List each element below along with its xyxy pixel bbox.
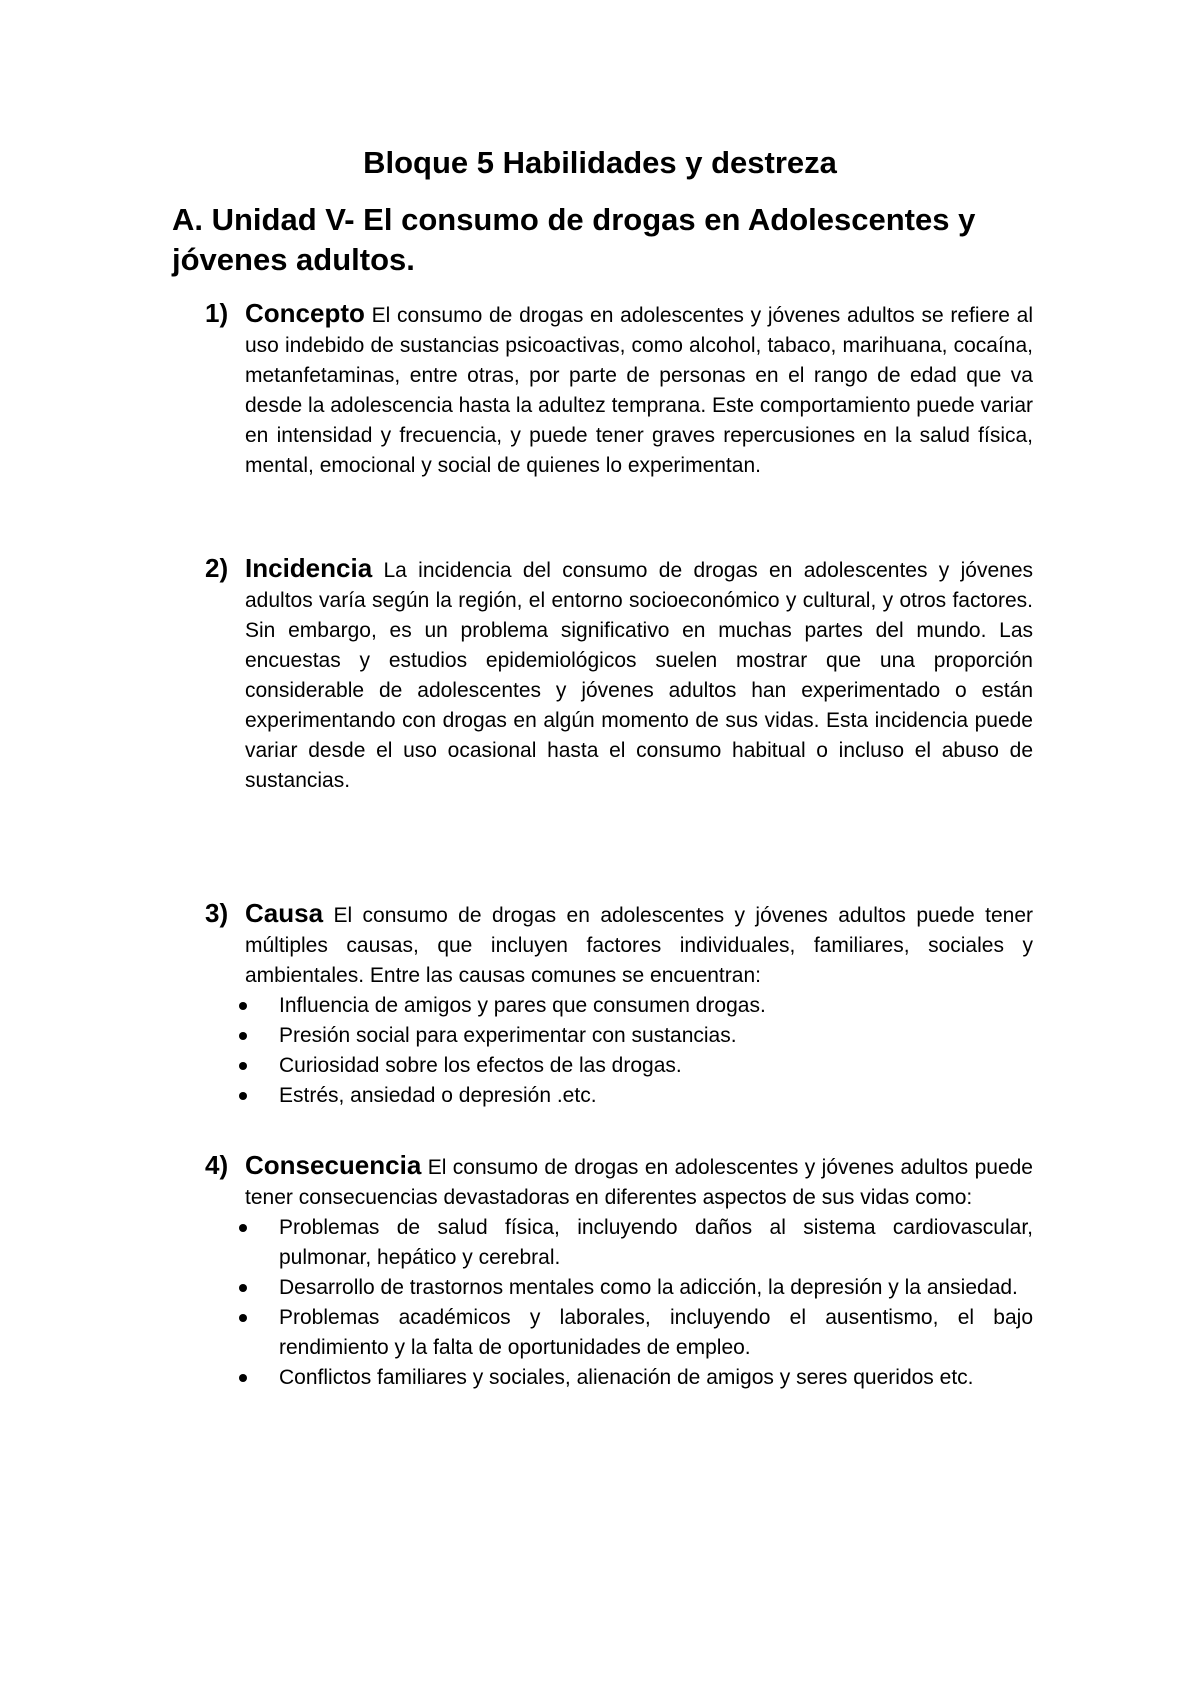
list-item-text: Desarrollo de trastornos mentales como la adicción, la depresión y la ansiedad.: [279, 1276, 1018, 1299]
section-term: Consecuencia: [245, 1150, 422, 1180]
section-term: Incidencia: [245, 553, 373, 583]
unit-heading: A. Unidad V- El consumo de drogas en Adolescentes y jóvenes adultos.: [172, 202, 976, 277]
section-consecuencia: [205, 1150, 1033, 1393]
section-term: Causa: [245, 898, 324, 928]
section-paragraph: [245, 553, 1033, 796]
list-item-text: Influencia de amigos y pares que consumen drogas.: [279, 994, 766, 1017]
bullet-icon: [239, 1002, 247, 1010]
section-paragraph: [245, 898, 1033, 991]
section-text: El consumo de drogas en adolescentes y jóvenes adultos puede tener múltiples causas, que incluyen factores individuales, familiares, sociales y ambientales. Entre las causas comunes se encuentran:: [245, 904, 1033, 987]
bullet-icon: [239, 1374, 247, 1382]
list-item-text: Estrés, ansiedad o depresión .etc.: [279, 1084, 597, 1107]
bullet-icon: [239, 1314, 247, 1322]
section-number: 3): [205, 898, 229, 928]
section-text: El consumo de drogas en adolescentes y jóvenes adultos puede tener consecuencias devastadoras en diferentes aspectos de sus vidas como:: [245, 1156, 1033, 1209]
list-item: [205, 1081, 1033, 1111]
list-item: [205, 1363, 1033, 1393]
list-item: [205, 1051, 1033, 1081]
document-title: Bloque 5 Habilidades y destreza: [363, 145, 837, 180]
bullet-icon: [239, 1092, 247, 1100]
list-item-text: Presión social para experimentar con sustancias.: [279, 1024, 737, 1047]
section-causa: [205, 898, 1033, 1111]
list-item: [205, 1273, 1033, 1303]
section-paragraph: [245, 1150, 1033, 1213]
list-item: [205, 991, 1033, 1021]
bullet-icon: [239, 1284, 247, 1292]
section-paragraph: [245, 298, 1033, 481]
section-concepto: [205, 298, 1033, 481]
section-term: Concepto: [245, 298, 365, 328]
bullet-icon: [239, 1224, 247, 1232]
section-number: 2): [205, 553, 229, 583]
list-item-text: Conflictos familiares y sociales, alienación de amigos y seres queridos etc.: [279, 1366, 974, 1389]
list-item: [205, 1021, 1033, 1051]
list-item-text: Problemas de salud física, incluyendo daños al sistema cardiovascular, pulmonar, hepático y cerebral.: [279, 1216, 1033, 1269]
section-text: El consumo de drogas en adolescentes y jóvenes adultos se refiere al uso indebido de sustancias psicoactivas, como alcohol, tabaco, marihuana, cocaína, metanfetaminas, entre otras, por parte de personas en el rango de edad que va desde la adolescencia hasta la adultez temprana. Este comportamiento puede variar en intensidad y frecuencia, y puede tener graves repercusiones en la salud física, mental, emocional y social de quienes lo experimentan.: [245, 304, 1033, 477]
list-item: [205, 1303, 1033, 1363]
section-text: La incidencia del consumo de drogas en adolescentes y jóvenes adultos varía según la región, el entorno socioeconómico y cultural, y otros factores. Sin embargo, es un problema significativo en muchas partes del mundo. Las encuestas y estudios epidemiológicos suelen mostrar que una proporción considerable de adolescentes y jóvenes adultos han experimentado o están experimentando con drogas en algún momento de sus vidas. Esta incidencia puede variar desde el uso ocasional hasta el consumo habitual o incluso el abuso de sustancias.: [245, 559, 1034, 792]
list-item-text: Problemas académicos y laborales, incluyendo el ausentismo, el bajo rendimiento y la falta de oportunidades de empleo.: [279, 1306, 1033, 1359]
section-number: 1): [205, 298, 229, 328]
section-incidencia: [205, 553, 1033, 796]
list-item-text: Curiosidad sobre los efectos de las drogas.: [279, 1054, 682, 1077]
section-number: 4): [205, 1150, 229, 1180]
bullet-icon: [239, 1062, 247, 1070]
causes-list: [245, 991, 1033, 1111]
list-item: [205, 1213, 1033, 1273]
consequences-list: [245, 1213, 1033, 1393]
bullet-icon: [239, 1032, 247, 1040]
